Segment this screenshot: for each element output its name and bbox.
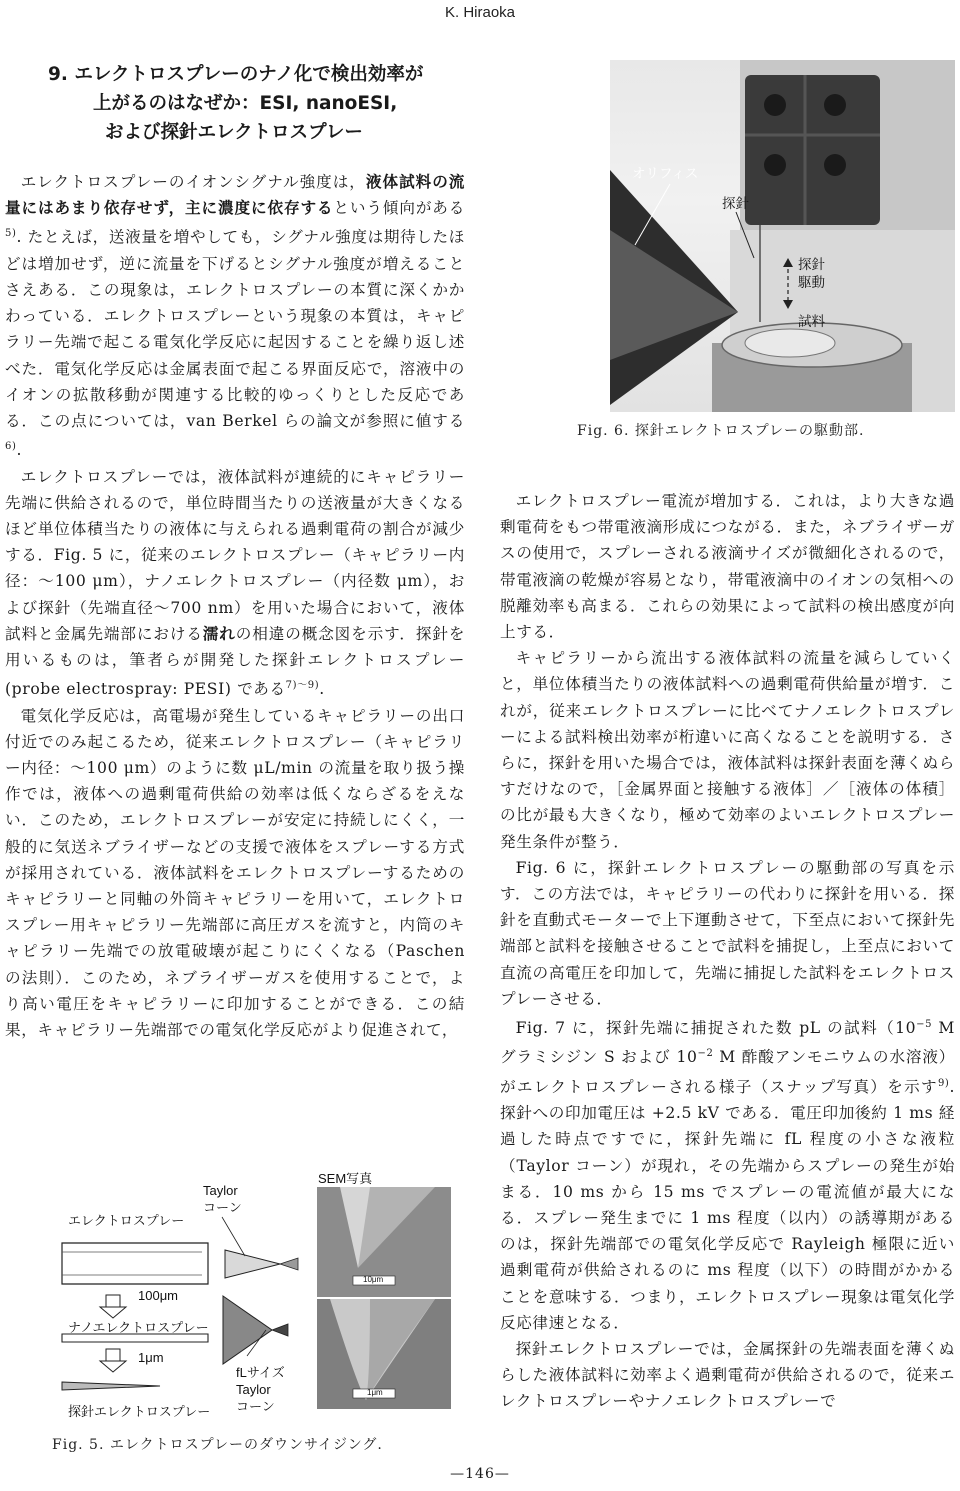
sem-image-bottom: [317, 1299, 451, 1409]
sample-well: [712, 323, 912, 412]
label-sample: 試料: [798, 314, 825, 329]
page-number: —146—: [450, 1466, 510, 1482]
probe-holder-block: [745, 75, 880, 225]
paragraph-r4: [500, 1012, 955, 1336]
label-fl-taylor-cone: fLサイズ Taylor コーン: [236, 1365, 285, 1414]
figure-5: [40, 1168, 460, 1438]
exponent: −2: [697, 1048, 714, 1060]
figure-5-caption: Fig. 5. エレクトロスプレーのダウンサイジング.: [52, 1437, 383, 1453]
taylor-cone-schematic: [223, 1250, 298, 1364]
text-span: エレクトロスプレーのイオンシグナル強度は，: [20, 173, 366, 191]
scalebar-1um: 1μm: [367, 1388, 383, 1397]
right-column: [500, 488, 955, 1415]
section-title-line-2: 上がるのはなぜか：ESI, nanoESI,: [93, 93, 398, 114]
text-span: . 探針への印加電圧は +2.5 kV である．電圧印加後約 1 ms 経過した時点ですでに，探針先端に fL 程度の小さな液粒（Taylor コーン）が現れ，その先端からスプレーの発生が始まる．10 ms から 15 ms でスプレーの電流値が最大になる．スプレー発生までに 1 ms 程度（以内）の誘導期があるのは，探針先端部での電気化学反応で Rayleigh 極限に近い過剰電荷が供給されるのに ms 程度（以下）の時間がかかることを意味する．つまり，エレクトロスプレー現象は電気化学反応律速となる．: [500, 1078, 955, 1332]
paragraph-r5: 探針エレクトロスプレーでは，金属探針の先端表面を薄くぬらした液体試料に効率よく過剰電荷が供給されるので，従来エレクトロスプレーやナノエレクトロスプレーで: [500, 1340, 955, 1411]
figure-6-drawing: [610, 60, 955, 412]
label-1um: 1μm: [138, 1350, 164, 1365]
paragraph-r2: キャピラリーから流出する液体試料の流量を減らしていくと，単位体積当たりの液体試料への過剰電荷供給量が増す．これが，従来エレクトロスプレーに比べてナノエレクトロスプレーによる試料検出効率が桁違いに高くなることを説明する．さらに，探針を用いた場合では，液体試料は探針表面を薄くぬらすだけなので，［金属界面と接触する液体］／［液体の体積］の比が最も大きくなり，極めて効率のよいエレクトロスプレー発生条件が整う．: [500, 649, 955, 851]
capillary-shape: [62, 1243, 208, 1284]
exponent: −5: [916, 1019, 933, 1031]
label-probe-electrospray: 探針エレクトロスプレー: [68, 1404, 211, 1419]
text-span: エレクトロスプレーでは，液体試料が連続的にキャピラリー先端に供給されるので，単位時間当たりの送液量が大きくなるほど単位体積当たりの液体に与えられる過剰電荷の割合が減少する．Fig. 5 に，従来のエレクトロスプレー（キャピラリー内径：〜100 μm），ナノエレクトロスプレー（内径数 μm），および探針（先端直径〜700 nm）を用いた場合において，液体試料と金属先端部における: [5, 467, 465, 643]
label-orifice: オリフィス: [632, 166, 699, 181]
section-title-line-3: および探針エレクトロスプレー: [105, 122, 363, 143]
paragraph-2: [5, 464, 465, 703]
text-span: の相違の概念図を示す．探針を用いるものは，筆者らが開発した探針エレクトロスプレー (probe electrospray: PESI) である: [5, 624, 466, 699]
text-span: .: [319, 680, 325, 699]
label-probe: 探針: [722, 196, 749, 211]
label-100um: 100μm: [138, 1288, 179, 1303]
figure-6-photo: [610, 60, 955, 412]
left-column: [5, 60, 465, 1043]
text-span: Fig. 7 に，探針先端に捕捉された数 pL の試料（10: [515, 1019, 917, 1038]
sem-image-top: [317, 1187, 451, 1297]
downsizing-arrow-2: [100, 1349, 126, 1372]
label-nanoelectrospray: ナノエレクトロスプレー: [68, 1320, 209, 1335]
text-span: . たとえば，送液量を増やしても，シグナル強度は期待したほどは増加せず，逆に流量を下げるとシグナル強度が増えることさえある．この現象は，エレクトロスプレーの本質に深くかかわっている．エレクトロスプレーという現象の本質は，キャピラリー先端で起こる電気化学反応に起因することを繰り返し述べた．電気化学反応は金属表面で起こる界面反応で，溶液中のイオンの拡散移動が関連する比較的ゆっくりとした反応である．この点については，van Berkel らの論文が参照に値する: [5, 228, 465, 431]
paragraph-1: [5, 169, 465, 464]
paragraph-r1: エレクトロスプレー電流が増加する．これは，より大きな過剰電荷をもつ帯電液滴形成につながる．また，ネブライザーガスの使用で，スプレーされる液滴サイズが微細化されるので，帯電液滴の乾燥が容易となり，帯電液滴中のイオンの気相への脱離効率も高まる．これらの効果によって試料の検出感度が向上する．: [500, 492, 955, 642]
keyword-bold: 濡れ: [202, 624, 236, 643]
paragraph-3: 電気化学反応は，高電場が発生しているキャピラリーの出口付近でのみ起こるため，従来エレクトロスプレー（キャピラリー内径：〜100 μm）のように数 μL/min の流量を取り扱う操作では，液体への過剰電荷供給の効率は低くならざるをえない．このため，エレクトロスプレーが安定に持続しにくく，一般的に気送ネブライザーなどの支援で液体をスプレーする方式が採用されている．液体試料をエレクトロスプレーするためのキャピラリーと同軸の外筒キャピラリーを用いて，エレクトロスプレー用キャピラリー先端部に高圧ガスを流すと，内筒のキャピラリー先端での放電破壊が起こりにくくなる（Paschen の法則）．このため，ネブライザーガスを使用することで，より高い電圧をキャピラリーに印加することができる．この結果，キャピラリー先端部での電気化学反応がより促進されて，: [5, 706, 465, 1040]
label-taylor-cone: Taylor コーン: [203, 1183, 242, 1215]
running-header: K. Hiraoka: [444, 4, 516, 21]
scalebar-10um: 10μm: [363, 1275, 384, 1284]
reference-superscript: 9): [937, 1077, 950, 1089]
reference-superscript: 7)〜9): [285, 680, 320, 692]
figure-6-caption: Fig. 6. 探針エレクトロスプレーの駆動部.: [577, 423, 865, 439]
label-electrospray: エレクトロスプレー: [68, 1213, 185, 1228]
label-probe-drive: 探針 駆動: [798, 257, 825, 290]
reference-superscript: 5): [5, 228, 17, 240]
reference-superscript: 6): [5, 441, 17, 453]
label-sem-photo: SEM写真: [318, 1171, 373, 1186]
section-title-line-1: 9. エレクトロスプレーのナノ化で検出効率が: [48, 64, 424, 85]
text-span: M グラミシジン S および 10: [500, 1019, 955, 1067]
downsizing-arrow-1: [100, 1295, 126, 1318]
text-span: という傾向がある: [333, 199, 465, 218]
text-span: M 酢酸アンモニウムの水溶液）がエレクトロスプレーされる様子（スナップ写真）を示す: [500, 1048, 955, 1097]
keyword-bold: 液体試料の流量にはあまり依存せず，主に濃度に依存する: [5, 173, 466, 218]
text-span: .: [16, 441, 23, 460]
probe-needle-shape: [62, 1382, 160, 1390]
section-title: [5, 60, 465, 147]
paragraph-r3: Fig. 6 に，探針エレクトロスプレーの駆動部の写真を示す．この方法では，キャピラリーの代わりに探針を用いる．探針を直動式モーターで上下運動させて，下至点において探針先端部と試料を接触させることで試料を捕捉し，上至点において直流の高電圧を印加して，先端に捕捉した試料をエレクトロスプレーさせる．: [500, 858, 955, 1008]
